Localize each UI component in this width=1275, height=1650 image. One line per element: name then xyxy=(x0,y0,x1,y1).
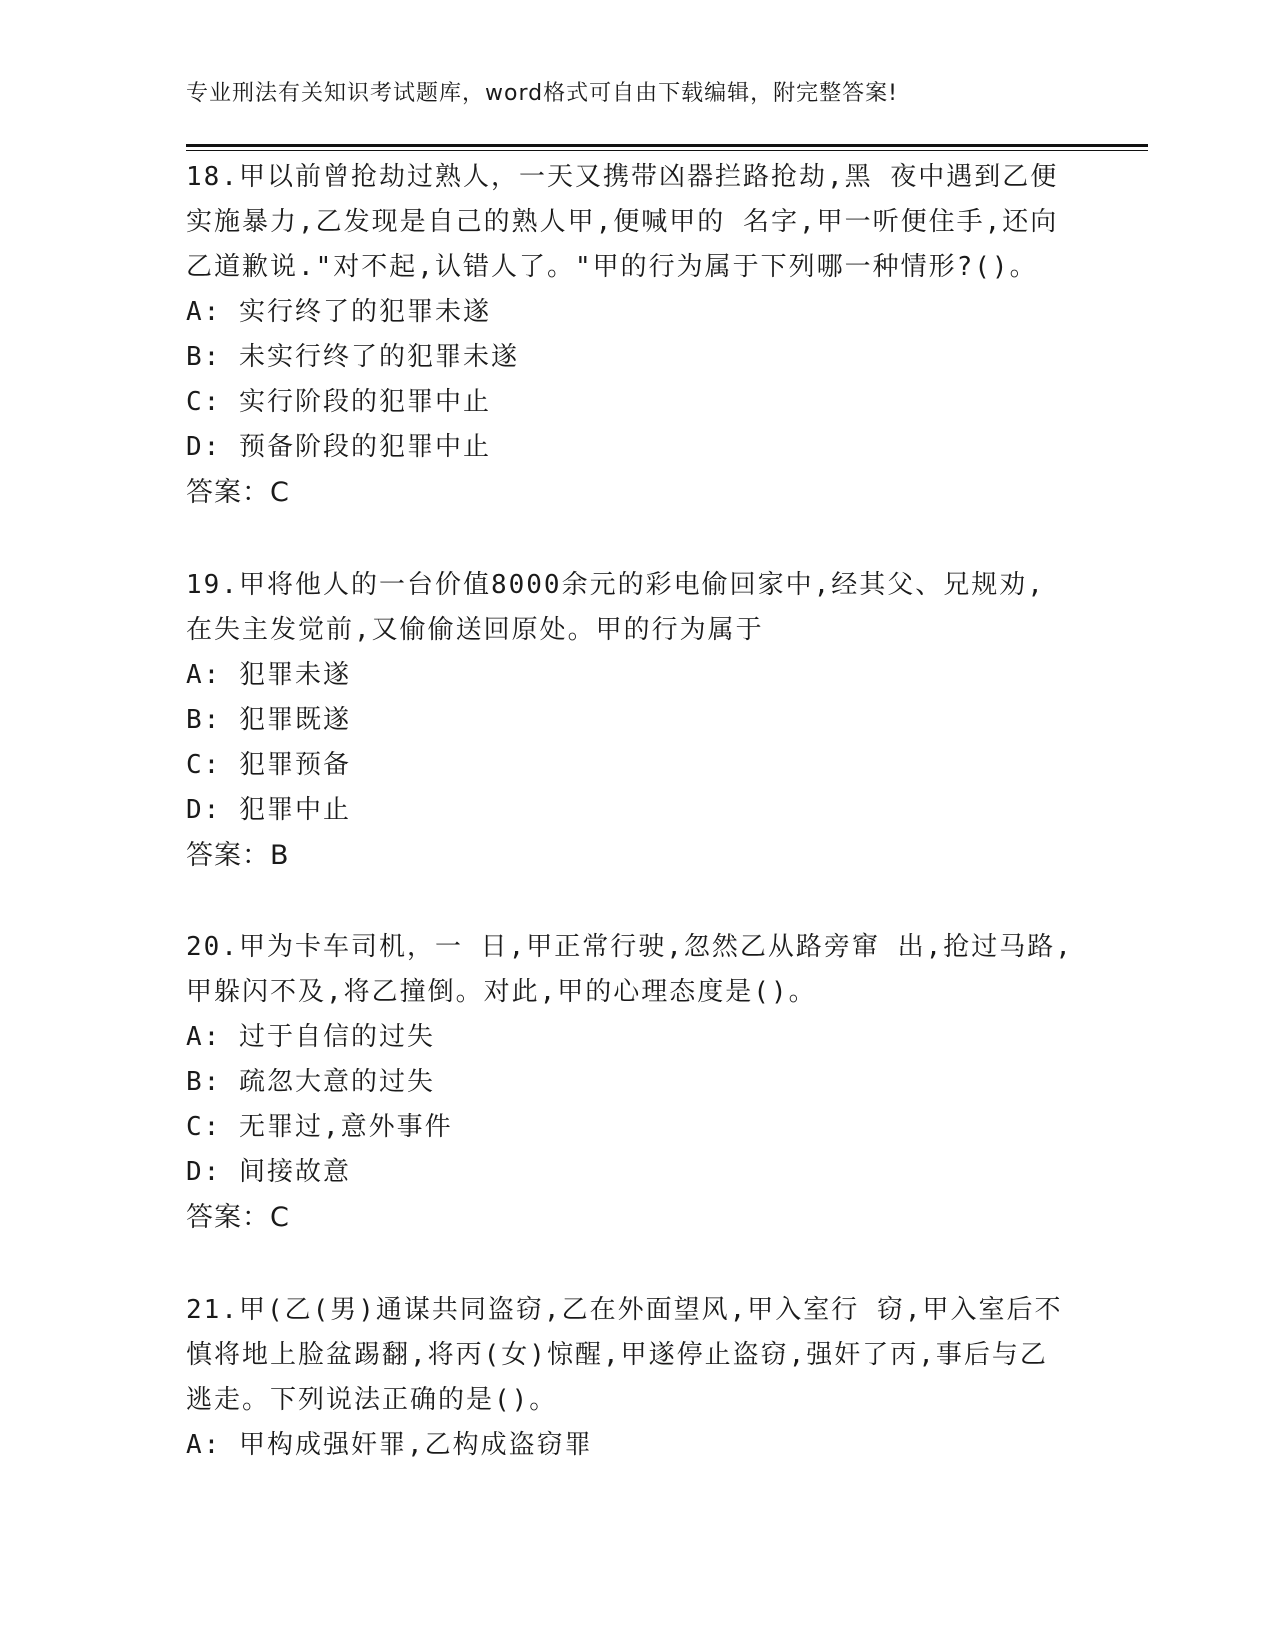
question-19-line-2: 在失主发觉前,又偷偷送回原处。甲的行为属于 xyxy=(186,615,764,645)
header-divider-thick xyxy=(186,144,1148,147)
question-20 xyxy=(186,925,1086,1240)
page-header: 专业刑法有关知识考试题库，word格式可自由下载编辑，附完整答案! xyxy=(186,81,898,106)
question-21-line-1: 21.甲(乙(男)通谋共同盗窃,乙在外面望风,甲入室行 窃,甲入室后不 xyxy=(186,1295,1063,1325)
question-20-line-2: 甲躲闪不及,将乙撞倒。对此,甲的心理态度是()。 xyxy=(186,977,817,1007)
question-20-option-a: A: 过于自信的过失 xyxy=(186,1022,435,1052)
question-21-line-3: 逃走。下列说法正确的是()。 xyxy=(186,1385,558,1415)
question-19-option-d: D: 犯罪中止 xyxy=(186,795,351,825)
question-21 xyxy=(186,1288,1086,1468)
question-18-option-c: C: 实行阶段的犯罪中止 xyxy=(186,387,491,417)
question-19-option-b: B: 犯罪既遂 xyxy=(186,705,351,735)
question-18-option-d: D: 预备阶段的犯罪中止 xyxy=(186,432,491,462)
question-19 xyxy=(186,563,1086,878)
question-20-option-b: B: 疏忽大意的过失 xyxy=(186,1067,435,1097)
question-18-option-a: A: 实行终了的犯罪未遂 xyxy=(186,297,491,327)
question-21-option-a: A: 甲构成强奸罪,乙构成盗窃罪 xyxy=(186,1430,593,1460)
question-18-answer: 答案：C xyxy=(186,477,290,508)
question-18-line-3: 乙道歉说."对不起,认错人了。"甲的行为属于下列哪一种情形?()。 xyxy=(186,252,1038,282)
question-18 xyxy=(186,155,1086,515)
question-20-answer: 答案：C xyxy=(186,1202,290,1233)
question-19-option-a: A: 犯罪未遂 xyxy=(186,660,351,690)
question-19-line-1: 19.甲将他人的一台价值8000余元的彩电偷回家中,经其父、兄规劝, xyxy=(186,570,1045,600)
question-19-answer: 答案：B xyxy=(186,840,290,871)
header-divider-thin xyxy=(186,150,1148,151)
question-18-option-b: B: 未实行终了的犯罪未遂 xyxy=(186,342,519,372)
question-20-option-d: D: 间接故意 xyxy=(186,1157,351,1187)
question-18-line-1: 18.甲以前曾抢劫过熟人，一天又携带凶器拦路抢劫,黑 夜中遇到乙便 xyxy=(186,162,1059,192)
question-21-line-2: 慎将地上脸盆踢翻,将丙(女)惊醒,甲遂停止盗窃,强奸了丙,事后与乙 xyxy=(186,1340,1048,1370)
question-18-line-2: 实施暴力,乙发现是自己的熟人甲,便喊甲的 名字,甲一听便住手,还向 xyxy=(186,207,1059,237)
question-20-option-c: C: 无罪过,意外事件 xyxy=(186,1112,453,1142)
question-20-line-1: 20.甲为卡车司机，一 日,甲正常行驶,忽然乙从路旁窜 出,抢过马路, xyxy=(186,932,1073,962)
question-19-option-c: C: 犯罪预备 xyxy=(186,750,351,780)
